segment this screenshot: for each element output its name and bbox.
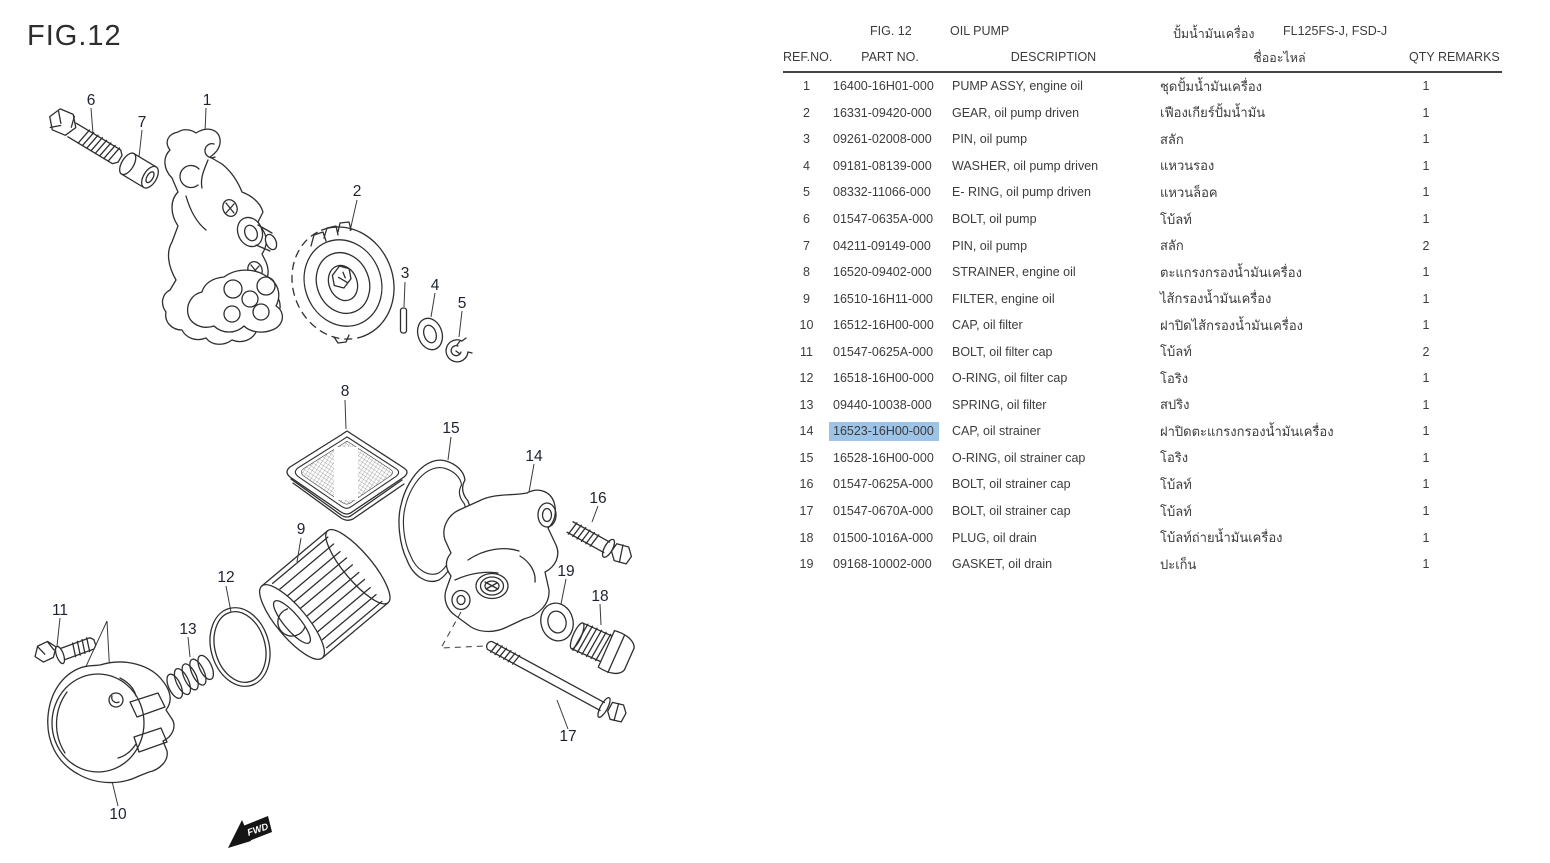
cell-description: CAP, oil strainer bbox=[952, 424, 1041, 439]
cell-name-thai: โบ้ลท์ถ่ายน้ำมันเครื่อง bbox=[1160, 530, 1283, 546]
cell-ref-no: 4 bbox=[803, 158, 810, 173]
callout-14: 14 bbox=[525, 448, 543, 466]
cell-ref-no: 8 bbox=[803, 265, 810, 280]
col-header-qty-remarks: QTY REMARKS bbox=[1409, 50, 1500, 64]
cell-part-no bbox=[830, 345, 950, 359]
cell-name-thai: ฝาปิดไส้กรองน้ำมันเครื่อง bbox=[1160, 317, 1304, 333]
cell-ref-no: 18 bbox=[799, 530, 814, 545]
callout-6: 6 bbox=[86, 92, 96, 110]
part-16-bolt bbox=[565, 517, 635, 568]
col-header-ref-no: REF.NO. bbox=[783, 50, 833, 64]
part-number-text: 09181-08139-000 bbox=[833, 158, 932, 173]
callout-1: 1 bbox=[202, 92, 212, 110]
part-number-text: 01547-0635A-000 bbox=[833, 212, 934, 226]
cell-part-no bbox=[830, 504, 950, 518]
callout-15: 15 bbox=[442, 420, 460, 438]
cell-description: GEAR, oil pump driven bbox=[952, 105, 1080, 120]
part-number-text: 16518-16H00-000 bbox=[833, 371, 934, 386]
table-row[interactable] bbox=[783, 392, 1505, 419]
table-row[interactable] bbox=[783, 445, 1505, 472]
cell-name-thai: ชุดปั้มน้ำมันเครื่อง bbox=[1160, 78, 1263, 94]
cell-part-no bbox=[830, 451, 950, 465]
part-number-text: 16331-09420-000 bbox=[833, 105, 932, 120]
table-row[interactable] bbox=[783, 179, 1505, 206]
part-number-text: 16510-16H11-000 bbox=[833, 291, 933, 306]
catalog-header bbox=[783, 24, 1505, 42]
cell-description: GASKET, oil drain bbox=[952, 557, 1053, 572]
callout-10: 10 bbox=[109, 806, 127, 824]
callout-11: 11 bbox=[51, 602, 69, 620]
part-number-text: 16528-16H00-000 bbox=[833, 450, 934, 465]
fig-name-thai: ปั้มน้ำมันเครื่อง bbox=[1173, 27, 1255, 41]
cell-qty: 1 bbox=[1422, 185, 1430, 200]
cell-ref-no: 9 bbox=[803, 291, 810, 306]
fig-name-label: OIL PUMP bbox=[950, 24, 1010, 38]
cell-name-thai: แหวนรอง bbox=[1160, 158, 1215, 174]
cell-description: PIN, oil pump bbox=[952, 132, 1028, 147]
cell-ref-no: 6 bbox=[803, 212, 810, 226]
parts-table-body bbox=[783, 73, 1505, 577]
part-number-text: 04211-09149-000 bbox=[833, 238, 931, 253]
col-header-description: DESCRIPTION bbox=[1010, 50, 1097, 64]
cell-description: O-RING, oil strainer cap bbox=[952, 450, 1086, 465]
table-row[interactable] bbox=[783, 259, 1505, 286]
cell-description: FILTER, engine oil bbox=[952, 291, 1055, 306]
fwd-arrow bbox=[228, 816, 272, 848]
cell-ref-no: 2 bbox=[803, 105, 810, 120]
part-1-pump-assembly bbox=[163, 129, 283, 344]
table-row[interactable] bbox=[783, 365, 1505, 392]
exploded-parts-diagram bbox=[0, 0, 770, 858]
part-number-text: 09168-10002-000 bbox=[833, 557, 932, 572]
part-number-text: 16520-09402-000 bbox=[833, 265, 932, 280]
cell-part-no bbox=[830, 477, 950, 491]
part-7-pin-spacer bbox=[116, 150, 161, 190]
cell-description: PIN, oil pump bbox=[952, 238, 1028, 253]
callout-19: 19 bbox=[557, 563, 575, 581]
cell-description: E- RING, oil pump driven bbox=[952, 185, 1091, 200]
callout-7: 7 bbox=[137, 114, 147, 132]
cell-qty: 1 bbox=[1422, 450, 1430, 465]
cell-qty: 1 bbox=[1422, 557, 1430, 572]
cell-qty: 1 bbox=[1422, 158, 1430, 173]
part-11-bolt bbox=[32, 626, 98, 671]
cell-ref-no: 15 bbox=[799, 450, 814, 465]
table-row[interactable] bbox=[783, 73, 1505, 100]
cell-part-no bbox=[830, 79, 950, 93]
callout-4: 4 bbox=[430, 277, 440, 295]
cell-name-thai: โอริง bbox=[1160, 370, 1189, 386]
table-row[interactable] bbox=[783, 153, 1505, 180]
cell-qty: 1 bbox=[1422, 477, 1430, 492]
cell-part-no bbox=[830, 106, 950, 120]
callout-5: 5 bbox=[457, 295, 467, 313]
table-row[interactable] bbox=[783, 232, 1505, 259]
cell-part-no bbox=[830, 531, 950, 545]
part-number-text: 01547-0625A-000 bbox=[833, 344, 934, 359]
cell-part-no bbox=[830, 422, 950, 441]
cell-qty: 1 bbox=[1422, 132, 1430, 147]
part-2-gear bbox=[275, 211, 410, 354]
cell-name-thai: เฟืองเกียร์ปั้มน้ำมัน bbox=[1160, 105, 1266, 121]
cell-qty: 1 bbox=[1422, 105, 1430, 120]
table-row[interactable] bbox=[783, 498, 1505, 525]
part-5-e-ring bbox=[446, 338, 472, 362]
cell-qty: 1 bbox=[1422, 212, 1430, 226]
table-row[interactable] bbox=[783, 206, 1505, 233]
part-number-text: 01547-0625A-000 bbox=[833, 477, 934, 492]
part-number-text: 16400-16H01-000 bbox=[833, 79, 934, 94]
cell-description: SPRING, oil filter bbox=[952, 397, 1047, 412]
part-number-text: 08332-11066-000 bbox=[833, 185, 931, 200]
cell-name-thai: แหวนล็อค bbox=[1160, 184, 1218, 200]
cell-part-no bbox=[830, 265, 950, 279]
cell-description: PUMP ASSY, engine oil bbox=[952, 79, 1083, 94]
part-number-text: 16523-16H00-000 bbox=[829, 422, 939, 441]
cell-qty: 1 bbox=[1422, 79, 1430, 94]
cell-name-thai: ปะเก็น bbox=[1160, 556, 1197, 572]
callout-2: 2 bbox=[352, 183, 362, 201]
cell-name-thai: โบ้ลท์ bbox=[1160, 211, 1192, 227]
cell-ref-no: 11 bbox=[800, 344, 813, 359]
cell-ref-no: 17 bbox=[799, 504, 814, 519]
cell-part-no bbox=[830, 292, 950, 306]
part-number-text: 01500-1016A-000 bbox=[833, 530, 934, 545]
cell-ref-no: 19 bbox=[799, 557, 814, 572]
callout-12: 12 bbox=[217, 569, 235, 587]
cell-description: BOLT, oil filter cap bbox=[952, 344, 1053, 359]
cell-part-no bbox=[830, 398, 950, 412]
cell-name-thai: ฝาปิดตะแกรงกรองน้ำมันเครื่อง bbox=[1160, 423, 1334, 439]
cell-description: PLUG, oil drain bbox=[952, 530, 1037, 545]
diagram-panel bbox=[0, 0, 770, 858]
figure-title: FIG.12 bbox=[27, 20, 122, 52]
cell-ref-no: 7 bbox=[803, 238, 810, 253]
cell-part-no bbox=[830, 159, 950, 173]
cell-name-thai: สลัก bbox=[1160, 238, 1184, 254]
cell-ref-no: 3 bbox=[803, 132, 810, 147]
cell-qty: 1 bbox=[1422, 371, 1430, 386]
cell-name-thai: ไส้กรองน้ำมันเครื่อง bbox=[1160, 291, 1272, 307]
table-row[interactable] bbox=[783, 100, 1505, 127]
cell-name-thai: โอริง bbox=[1160, 450, 1189, 466]
cell-qty: 2 bbox=[1422, 238, 1430, 253]
fig-number-label: FIG. 12 bbox=[870, 24, 912, 38]
cell-part-no bbox=[830, 132, 950, 146]
col-header-part-no: PART NO. bbox=[861, 50, 919, 64]
cell-part-no bbox=[830, 371, 950, 385]
cell-part-no bbox=[830, 318, 950, 332]
table-row[interactable] bbox=[783, 418, 1505, 445]
cell-description: BOLT, oil pump bbox=[952, 212, 1037, 226]
callout-18: 18 bbox=[591, 588, 609, 606]
part-9-filter bbox=[250, 522, 399, 668]
cell-ref-no: 10 bbox=[799, 318, 814, 333]
part-4-washer bbox=[414, 315, 447, 353]
cell-description: O-RING, oil filter cap bbox=[952, 371, 1068, 386]
cell-qty: 1 bbox=[1422, 504, 1430, 519]
part-6-bolt bbox=[45, 105, 128, 168]
cell-name-thai: สลัก bbox=[1160, 131, 1184, 147]
part-8-strainer bbox=[287, 431, 407, 520]
cell-part-no bbox=[830, 212, 950, 226]
table-row[interactable] bbox=[783, 524, 1505, 551]
part-number-text: 09440-10038-000 bbox=[833, 397, 932, 412]
part-3-pin bbox=[401, 308, 407, 333]
cell-qty: 1 bbox=[1422, 265, 1430, 280]
cell-ref-no: 14 bbox=[799, 424, 814, 439]
table-row[interactable] bbox=[783, 285, 1505, 312]
cell-name-thai: โบ้ลท์ bbox=[1160, 344, 1192, 360]
cell-part-no bbox=[830, 185, 950, 199]
cell-description: BOLT, oil strainer cap bbox=[952, 504, 1071, 519]
cell-ref-no: 13 bbox=[799, 397, 814, 412]
table-row[interactable] bbox=[783, 471, 1505, 498]
part-10-filter-cap bbox=[48, 662, 174, 783]
cell-ref-no: 5 bbox=[803, 185, 810, 200]
table-row[interactable] bbox=[783, 126, 1505, 153]
callout-3: 3 bbox=[400, 265, 410, 283]
table-column-headers bbox=[783, 50, 1505, 70]
cell-part-no bbox=[830, 557, 950, 571]
cell-ref-no: 1 bbox=[803, 79, 810, 94]
callout-9: 9 bbox=[296, 521, 306, 539]
table-row[interactable] bbox=[783, 551, 1505, 578]
col-header-name-thai: ชื่ออะไหล่ bbox=[1253, 51, 1306, 65]
cell-qty: 1 bbox=[1422, 530, 1430, 545]
table-row[interactable] bbox=[783, 338, 1505, 365]
callout-17: 17 bbox=[559, 728, 577, 746]
callout-16: 16 bbox=[589, 490, 607, 508]
cell-name-thai: ตะแกรงกรองน้ำมันเครื่อง bbox=[1160, 264, 1302, 280]
callout-8: 8 bbox=[340, 383, 350, 401]
cell-description: CAP, oil filter bbox=[952, 318, 1023, 333]
cell-qty: 1 bbox=[1422, 318, 1430, 333]
table-row[interactable] bbox=[783, 312, 1505, 339]
part-12-oring bbox=[201, 601, 279, 694]
cell-qty: 1 bbox=[1422, 291, 1430, 306]
cell-name-thai: โบ้ลท์ bbox=[1160, 476, 1192, 492]
part-13-spring bbox=[162, 653, 218, 700]
cell-ref-no: 16 bbox=[799, 477, 814, 492]
part-number-text: 01547-0670A-000 bbox=[833, 504, 934, 519]
part-14-strainer-cap bbox=[441, 490, 558, 648]
fwd-arrow-label: FWD bbox=[245, 821, 270, 839]
cell-qty: 1 bbox=[1422, 424, 1430, 439]
callout-13: 13 bbox=[179, 621, 197, 639]
cell-name-thai: สปริง bbox=[1160, 397, 1190, 413]
cell-qty: 2 bbox=[1422, 344, 1430, 359]
cell-part-no bbox=[830, 239, 950, 253]
cell-description: BOLT, oil strainer cap bbox=[952, 477, 1071, 492]
part-number-text: 09261-02008-000 bbox=[833, 132, 932, 147]
cell-qty: 1 bbox=[1422, 397, 1430, 412]
part-number-text: 16512-16H00-000 bbox=[833, 318, 934, 333]
cell-ref-no: 12 bbox=[799, 371, 814, 386]
cell-description: STRAINER, engine oil bbox=[952, 265, 1076, 280]
cell-description: WASHER, oil pump driven bbox=[952, 158, 1099, 173]
model-codes: FL125FS-J, FSD-J bbox=[1283, 24, 1388, 38]
cell-name-thai: โบ้ลท์ bbox=[1160, 503, 1192, 519]
